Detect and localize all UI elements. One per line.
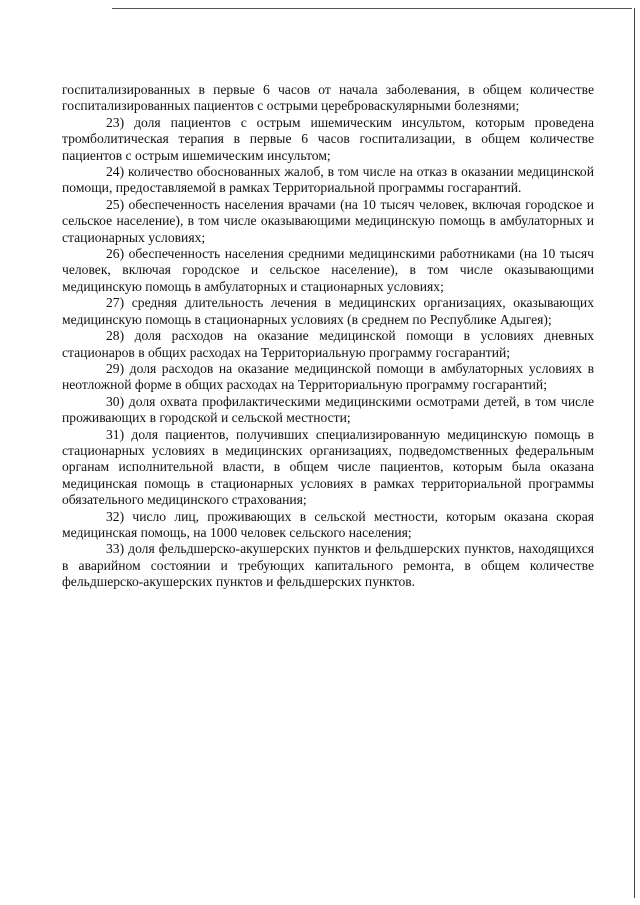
paragraph-24: 24) количество обоснованных жалоб, в том числе на отказ в оказании медицинской помощи, предоставляемой в рамках Территориальной программы госгарантий. <box>62 164 594 196</box>
paragraph-33: 33) доля фельдшерско-акушерских пунктов и фельдшерских пунктов, находящихся в аварийном состоянии и требующих капитального ремонта, в общем количестве фельдшерско-акушерских пунктов и фельдшерских пунктов. <box>62 541 594 590</box>
paragraph-22-continuation: госпитализированных в первые 6 часов от начала заболевания, в общем количестве госпитализированных пациентов с острыми цереброваскулярными болезнями; <box>62 82 594 114</box>
document-page <box>62 82 594 591</box>
paragraph-25: 25) обеспеченность населения врачами (на 10 тысяч человек, включая городское и сельское население), в том числе оказывающими медицинскую помощь в амбулаторных и стационарных условиях; <box>62 196 594 245</box>
scan-right-edge <box>634 8 635 898</box>
paragraph-29: 29) доля расходов на оказание медицинской помощи в амбулаторных условиях в неотложной форме в общих расходах на Территориальную программу госгарантий; <box>62 360 594 393</box>
scan-top-edge <box>112 8 632 9</box>
paragraph-23: 23) доля пациентов с острым ишемическим инсультом, которым проведена тромболитическая терапия в первые 6 часов госпитализации, в общем количестве пациентов с острым ишемическим инсультом; <box>62 114 594 163</box>
paragraph-31: 31) доля пациентов, получивших специализированную медицинскую помощь в стационарных условиях в медицинских организациях, подведомственных федеральным органам исполнительной власти, в общем числе пациентов, которым была оказана медицинская помощь в стационарных условиях в рамках территориальной программы обязательного медицинского страхования; <box>62 426 594 508</box>
paragraph-28: 28) доля расходов на оказание медицинской помощи в условиях дневных стационаров в общих расходах на Территориальную программу госгарантий; <box>62 328 594 360</box>
paragraph-32: 32) число лиц, проживающих в сельской местности, которым оказана скорая медицинская помощь, на 1000 человек сельского населения; <box>62 508 594 540</box>
paragraph-26: 26) обеспеченность населения средними медицинскими работниками (на 10 тысяч человек, включая городское и сельское население), в том числе оказывающими медицинскую помощь в амбулаторных и стационарных условиях; <box>62 246 594 294</box>
paragraph-27: 27) средняя длительность лечения в медицинских организациях, оказывающих медицинскую помощь в стационарных условиях (в среднем по Республике Адыгея); <box>62 295 594 327</box>
paragraph-30: 30) доля охвата профилактическими медицинскими осмотрами детей, в том числе проживающих в городской и сельской местности; <box>62 393 594 426</box>
